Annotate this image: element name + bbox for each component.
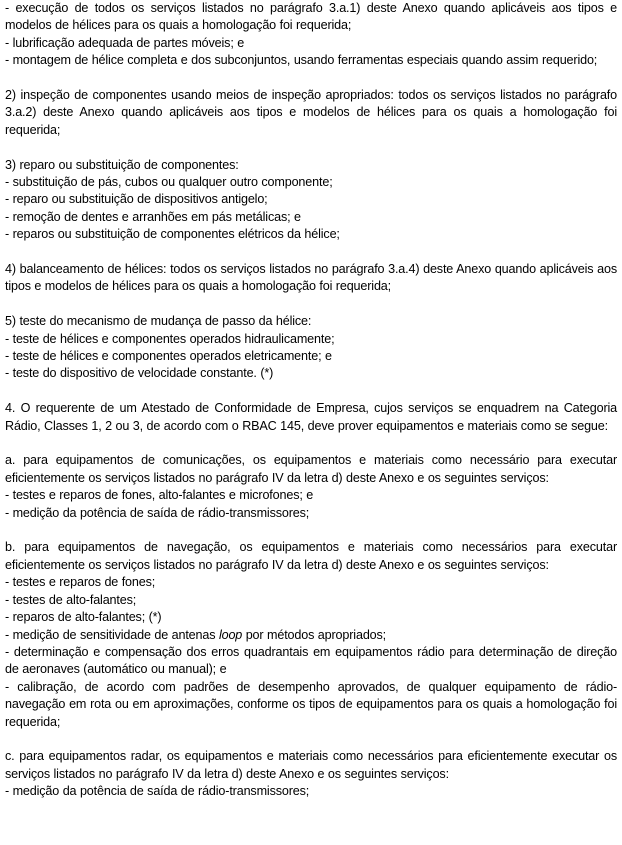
list-item: - reparos ou substituição de componentes elétricos da hélice; <box>5 227 340 242</box>
list-item: 4) balanceamento de hélices: todos os serviços listados no parágrafo 3.a.4) deste Anexo quando aplicáveis aos tipos e modelos de hélices para os quais a homologação foi requerida; <box>5 262 617 294</box>
list-item: - reparos de alto-falantes; (*) <box>5 610 162 625</box>
loop-line-before: - medição de sensitividade de antenas <box>5 627 219 642</box>
paragraph-lead <box>5 0 617 70</box>
paragraph-item-3 <box>5 157 617 244</box>
list-item: - testes e reparos de fones, alto-falantes e microfones; e <box>5 488 314 503</box>
paragraph-gap <box>5 244 617 261</box>
paragraph-section-4a <box>5 452 617 522</box>
paragraph-gap <box>5 435 617 452</box>
list-item: - lubrificação adequada de partes móveis; e <box>5 35 245 50</box>
paragraph-gap <box>5 139 617 156</box>
paragraph-gap <box>5 383 617 400</box>
list-item: - calibração, de acordo com padrões de desempenho aprovados, de qualquer equipamento de rádio-navegação em rota ou em aproximações, conforme os tipos de equipamentos para os quais a homologação foi requerida; <box>5 679 617 729</box>
paragraph-item-2 <box>5 87 617 139</box>
section-text: c. para equipamentos radar, os equipamentos e materiais como necessários para eficientemente executar os serviços listados no parágrafo IV da letra d) deste Anexo e os seguintes serviços: <box>5 749 617 781</box>
paragraph-gap <box>5 522 617 539</box>
loop-line-after: por métodos apropriados; <box>242 627 387 642</box>
paragraph-item-4 <box>5 261 617 296</box>
list-item: - testes e reparos de fones; <box>5 575 156 590</box>
paragraph-gap <box>5 70 617 87</box>
paragraph-gap <box>5 731 617 748</box>
list-item: - substituição de pás, cubos ou qualquer outro componente; <box>5 175 333 190</box>
list-item: - medição da potência de saída de rádio-transmissores; <box>5 505 310 520</box>
list-item: - teste do dispositivo de velocidade constante. (*) <box>5 366 274 381</box>
list-item: - montagem de hélice completa e dos subconjuntos, usando ferramentas especiais quando assim requerido; <box>5 53 598 68</box>
list-heading: 3) reparo ou substituição de componentes: <box>5 157 239 172</box>
paragraph-gap <box>5 296 617 313</box>
document-page <box>5 0 617 801</box>
list-item: - reparo ou substituição de dispositivos antigelo; <box>5 192 268 207</box>
list-item: - execução de todos os serviços listados no parágrafo 3.a.1) deste Anexo quando aplicáveis aos tipos e modelos de hélices para os quais a homologação foi requerida; <box>5 1 617 33</box>
paragraph-section-4c <box>5 748 617 800</box>
section-text: a. para equipamentos de comunicações, os equipamentos e materiais como necessário para executar eficientemente os serviços listados no parágrafo IV da letra d) deste Anexo e os seguintes serviços: <box>5 453 617 485</box>
loop-line-italic: loop <box>218 627 243 642</box>
section-text: 4. O requerente de um Atestado de Conformidade de Empresa, cujos serviços se enquadrem na Categoria Rádio, Classes 1, 2 ou 3, de acordo com o RBAC 145, deve prover equipamentos e materiais como se segue: <box>5 401 617 433</box>
list-item: - remoção de dentes e arranhões em pás metálicas; e <box>5 209 301 224</box>
list-heading: 5) teste do mecanismo de mudança de passo da hélice: <box>5 314 312 329</box>
list-item: - testes de alto-falantes; <box>5 592 137 607</box>
paragraph-section-4 <box>5 400 617 435</box>
list-item: 2) inspeção de componentes usando meios de inspeção apropriados: todos os serviços listados no parágrafo 3.a.2) deste Anexo quando aplicáveis aos tipos e modelos de hélices para os quais a homologação foi requerida; <box>5 88 617 137</box>
section-text: b. para equipamentos de navegação, os equipamentos e materiais como necessários para executar eficientemente os serviços listados no parágrafo IV da letra d) deste Anexo e os seguintes serviços: <box>5 540 617 572</box>
list-item: - medição da potência de saída de rádio-transmissores; <box>5 784 310 799</box>
paragraph-item-5 <box>5 313 617 383</box>
paragraph-section-4b <box>5 539 617 730</box>
list-item-loop <box>5 627 617 644</box>
list-item: - teste de hélices e componentes operados eletricamente; e <box>5 349 332 364</box>
list-item: - determinação e compensação dos erros quadrantais em equipamentos rádio para determinação de direção de aeronaves (automático ou manual); e <box>5 644 617 677</box>
list-item: - teste de hélices e componentes operados hidraulicamente; <box>5 331 335 346</box>
